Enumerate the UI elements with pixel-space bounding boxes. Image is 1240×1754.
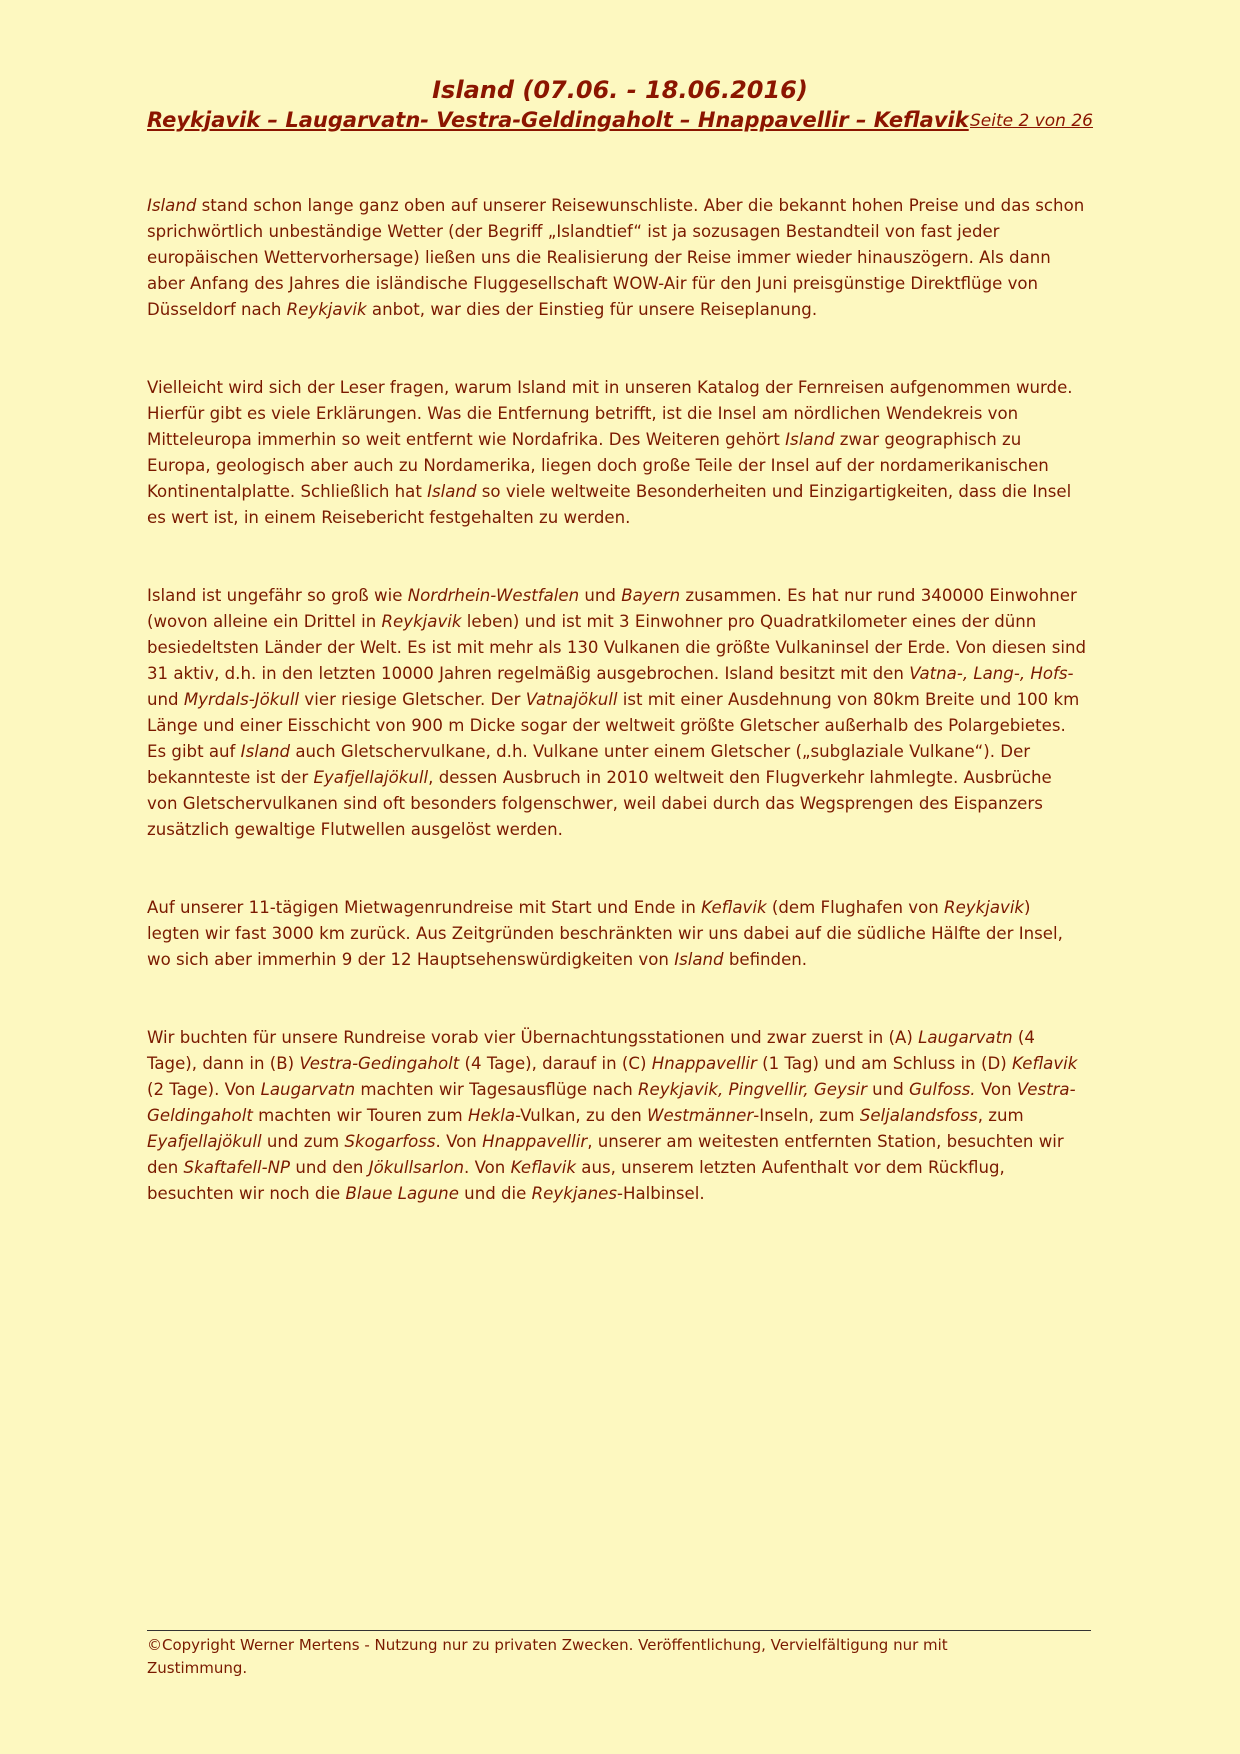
text-run: auch Gletschervulkane, d.h. Vulkane unter einem Gletscher („subglaziale Vulkane“). Der bekannteste ist der — [147, 742, 1031, 787]
page-title: Island (07.06. - 18.06.2016) — [432, 76, 808, 104]
paragraph-road-trip — [147, 895, 1087, 973]
text-run: aus, unserem letzten Aufenthalt vor dem Rückflug, besuchten wir noch die — [147, 1158, 1005, 1203]
text-run: zusammen. Es hat nur rund 340000 Einwohner (wovon alleine ein Drittel in — [147, 586, 1077, 631]
italic-term: Island — [240, 742, 291, 761]
italic-term: Reykjanes — [531, 1184, 617, 1203]
text-run: ist mit einer Ausdehnung von 80km Breite und 100 km Länge und einer Eisschicht von 900 m Dicke sogar der weltweit größte Gletscher außerhalb des Polargebietes. Es gibt auf — [147, 690, 1080, 761]
italic-term: Skogarfoss — [344, 1132, 436, 1151]
italic-term: Eyafjellajökull — [313, 768, 429, 787]
italic-term: Bayern — [621, 586, 681, 605]
italic-term: Island — [147, 196, 197, 215]
text-run: Wir buchten für unsere Rundreise vorab vier Übernachtungsstationen und zwar zuerst in (A) — [147, 1028, 919, 1047]
text-run: . Von — [435, 1132, 483, 1151]
page-number: Seite 2 von 26 — [970, 111, 1093, 131]
italic-term: Island — [427, 482, 477, 501]
text-run: . Von — [464, 1158, 511, 1177]
route-line — [147, 108, 1093, 132]
italic-term: Vestra-Geldingaholt — [147, 1080, 1076, 1125]
italic-term: Reykjavik — [381, 612, 462, 631]
italic-term: Eyafjellajökull — [147, 1132, 262, 1151]
text-run: und — [147, 690, 184, 709]
italic-term: Blaue Lagune — [345, 1184, 459, 1203]
italic-term: Jökullsarlon — [368, 1158, 465, 1177]
text-run: (4 Tage), dann in (B) — [147, 1028, 1035, 1073]
paragraph-stations — [147, 1025, 1087, 1207]
text-run: -Halbinsel. — [616, 1184, 705, 1203]
document-header — [0, 72, 1240, 108]
text-run: (2 Tage). Von — [147, 1080, 261, 1099]
italic-term: Hekla — [467, 1106, 516, 1125]
italic-term: Nordrhein-Westfalen — [407, 586, 580, 605]
text-run: und die — [458, 1184, 532, 1203]
text-run: und — [866, 1080, 910, 1099]
text-run: -Vulkan, zu den — [515, 1106, 648, 1125]
text-run: Auf unserer 11-tägigen Mietwagenrundreise mit Start und Ende in — [147, 898, 702, 917]
text-run: Island ist ungefähr so groß wie — [147, 586, 408, 605]
italic-term: Seljalandsfoss — [859, 1106, 978, 1125]
text-run: ) legten wir fast 3000 km zurück. Aus Zeitgründen beschränkten wir uns dabei auf die südliche Hälfte der Insel, wo sich aber immerhin 9 der 12 Hauptsehenswürdigkeiten von — [147, 898, 1063, 969]
text-run: machten wir Tagesausflüge nach — [355, 1080, 639, 1099]
text-run: und zum — [261, 1132, 345, 1151]
text-run: stand schon lange ganz oben auf unserer Reisewunschliste. Aber die bekannt hohen Preise und das schon sprichwörtlich unbeständige Wetter (der Begriff „Islandtief“ ist ja sozusagen Bestandteil von fast jeder europäischen Wettervorhersage) ließen uns die Realisierung der Reise immer wieder hinauszögern. Als dann aber Anfang des Jahres die isländische Fluggesellschaft WOW-Air für den Juni preisgünstige Direktflüge von Düsseldorf nach — [147, 196, 1085, 319]
italic-term: Myrdals-Jökull — [183, 690, 300, 709]
italic-term: Laugarvatn — [260, 1080, 356, 1099]
italic-term: Westmänner — [647, 1106, 754, 1125]
text-run: , zum — [977, 1106, 1024, 1125]
text-run: zwar geographisch zu Europa, geologisch aber auch zu Nordamerika, liegen doch große Teile der Insel auf der nordamerikanischen Kontinentalplatte. Schließlich hat — [147, 430, 1049, 501]
italic-term: Keflavik — [701, 898, 767, 917]
text-run: , unserer am weitesten entfernten Station, besuchten wir den — [147, 1132, 1064, 1177]
text-run: so viele weltweite Besonderheiten und Einzigartigkeiten, dass die Insel es wert ist, in einem Reisebericht festgehalten zu werden. — [147, 482, 1072, 527]
text-run: und — [579, 586, 622, 605]
paragraph-why-iceland — [147, 375, 1087, 531]
text-run: Vielleicht wird sich der Leser fragen, warum Island mit in unseren Katalog der Fernreisen aufgenommen wurde. Hierfür gibt es viele Erklärungen. Was die Entfernung betrifft, ist die Insel am nördlichen Wendekreis von Mitteleuropa immerhin so weit entfernt wie Nordafrika. Des Weiteren gehört — [147, 378, 1073, 449]
text-run: befinden. — [723, 950, 808, 969]
italic-term: Reykjavik, Pingvellir, Geysir — [638, 1080, 867, 1099]
footer-copyright: ©Copyright Werner Mertens - Nutzung nur zu privaten Zwecken. Veröffentlichung, Vervielfältigung nur mit Zustimmung. — [147, 1636, 948, 1677]
italic-term: Island — [674, 950, 724, 969]
italic-term: Reykjavik — [944, 898, 1025, 917]
text-run: machten wir Touren zum — [252, 1106, 468, 1125]
italic-term: Skaftafell-NP — [183, 1158, 291, 1177]
text-run: leben) und ist mit 3 Einwohner pro Quadratkilometer eines der dünn besiedeltsten Länder der Welt. Es ist mit mehr als 130 Vulkanen die größte Vulkaninsel der Erde. Von diesen sind 31 aktiv, d.h. in den letzten 10000 Jahren regelmäßig ausgebrochen. Island besitzt mit den — [147, 612, 1087, 683]
route-subtitle: Reykjavik – Laugarvatn- Vestra-Geldingaholt – Hnappavellir – Keflavik — [147, 108, 969, 132]
text-run: anbot, war dies der Einstieg für unsere Reiseplanung. — [366, 300, 818, 319]
text-run: (4 Tage), darauf in (C) — [459, 1054, 652, 1073]
italic-term: Vatnajökull — [525, 690, 618, 709]
italic-term: Gulfoss. — [909, 1080, 976, 1099]
text-run: (1 Tag) und am Schluss in (D) — [756, 1054, 1012, 1073]
text-run: -Inseln, zum — [753, 1106, 860, 1125]
document-body — [147, 193, 1087, 1259]
text-run: Von — [975, 1080, 1017, 1099]
italic-term: Vatna-, Lang-, Hofs- — [909, 664, 1074, 683]
italic-term: Vestra-Gedingaholt — [299, 1054, 460, 1073]
italic-term: Reykjavik — [286, 300, 367, 319]
italic-term: Laugarvatn — [918, 1028, 1013, 1047]
footer-divider — [147, 1630, 1091, 1631]
text-run: vier riesige Gletscher. Der — [299, 690, 526, 709]
italic-term: Keflavik — [510, 1158, 577, 1177]
italic-term: Hnappavellir — [651, 1054, 757, 1073]
text-run: , dessen Ausbruch in 2010 weltweit den Flugverkehr lahmlegte. Ausbrüche von Gletschervulkanen sind oft besonders folgenschwer, weil dabei durch das Wegsprengen des Eispanzers zusätzlich gewaltige Flutwellen ausgelöst werden. — [147, 768, 1052, 839]
paragraph-facts — [147, 583, 1087, 843]
text-run: und den — [290, 1158, 369, 1177]
italic-term: Hnappavellir — [482, 1132, 588, 1151]
italic-term: Keflavik — [1011, 1054, 1078, 1073]
paragraph-intro — [147, 193, 1087, 323]
text-run: (dem Flughafen von — [766, 898, 945, 917]
italic-term: Island — [785, 430, 835, 449]
